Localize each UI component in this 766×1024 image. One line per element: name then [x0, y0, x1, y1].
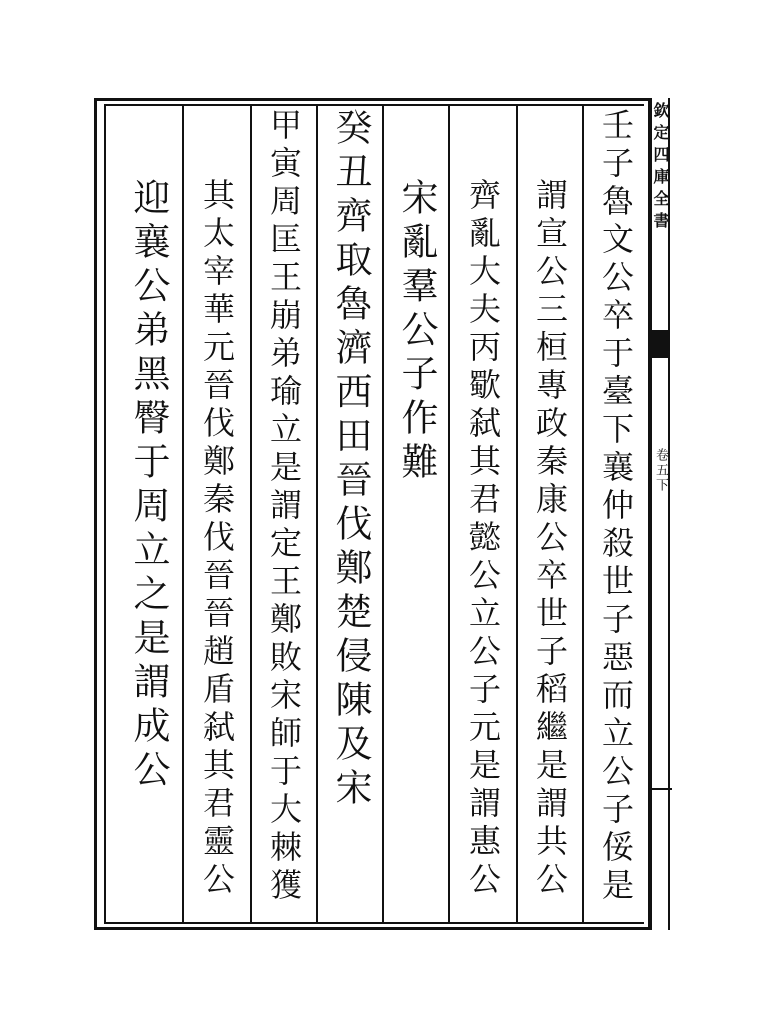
text-column: 甲寅周匡王崩弟瑜立是謂定王鄭敗宋師于大棘獲 [265, 108, 303, 906]
fishtail-mark [650, 330, 668, 358]
column-rule [316, 104, 318, 922]
text-column: 癸丑齊取魯濟西田晉伐鄭楚侵陳及宋 [329, 108, 372, 812]
column-rule [582, 104, 584, 922]
text-column: 謂宣公三桓專政秦康公卒世子稻繼是謂共公 [531, 178, 569, 900]
column-rule [516, 104, 518, 922]
binding-rule [648, 788, 672, 790]
text-column: 宋亂羣公子作難 [395, 178, 438, 486]
text-column: 其太宰華元晉伐鄭秦伐晉晉趙盾弑其君靈公 [198, 178, 236, 900]
column-rule [448, 104, 450, 922]
column-rule [250, 104, 252, 922]
column-rule [382, 104, 384, 922]
juan-label: 卷五下 [653, 448, 668, 493]
text-column: 迎襄公弟黑臀于周立之是謂成公 [127, 178, 170, 794]
column-rule [182, 104, 184, 922]
text-column: 壬子魯文公卒于臺下襄仲殺世子惡而立公子俀是 [597, 108, 635, 906]
text-column: 齊亂大夫丙歜弑其君懿公立公子元是謂惠公 [464, 178, 502, 900]
book-title: 欽定四庫全書 [651, 102, 670, 234]
